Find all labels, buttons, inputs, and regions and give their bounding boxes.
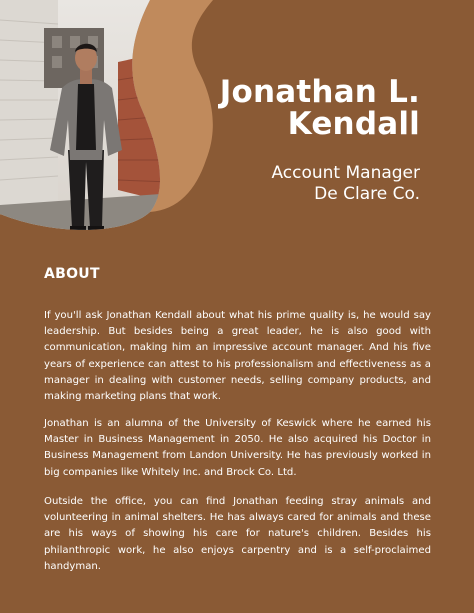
person-name: Jonathan L. Kendall (219, 74, 420, 142)
about-paragraph: Outside the office, you can find Jonathan feeding stray animals and volunteering in animal shelters. He has always cared for animals and these are his ways of showing his care for nature's children. Besides his philanthropic work, he also enjoys carpentry and is a self-proclaimed handyman. (44, 496, 431, 572)
job-title: Account Manager (271, 163, 420, 183)
company-name: De Clare Co. (314, 184, 420, 204)
role-block (180, 163, 420, 205)
about-heading: ABOUT (44, 266, 100, 282)
about-paragraph: Jonathan is an alumna of the University of Keswick where he earned his Master in Business Management in 2050. He also acquired his Doctor in Business Management from Landon University. He has previously worked in big companies like Whitely Inc. and Brock Co. Ltd. (44, 418, 431, 478)
about-paragraph: If you'll ask Jonathan Kendall about what his prime quality is, he would say leadership. But besides being a great leader, he is also good with communication, making him an impressive account manager. And his five years of experience can attest to his professionalism and effectiveness as a manager in dealing with customer needs, selling company products, and making marketing plans that work. (44, 310, 431, 403)
